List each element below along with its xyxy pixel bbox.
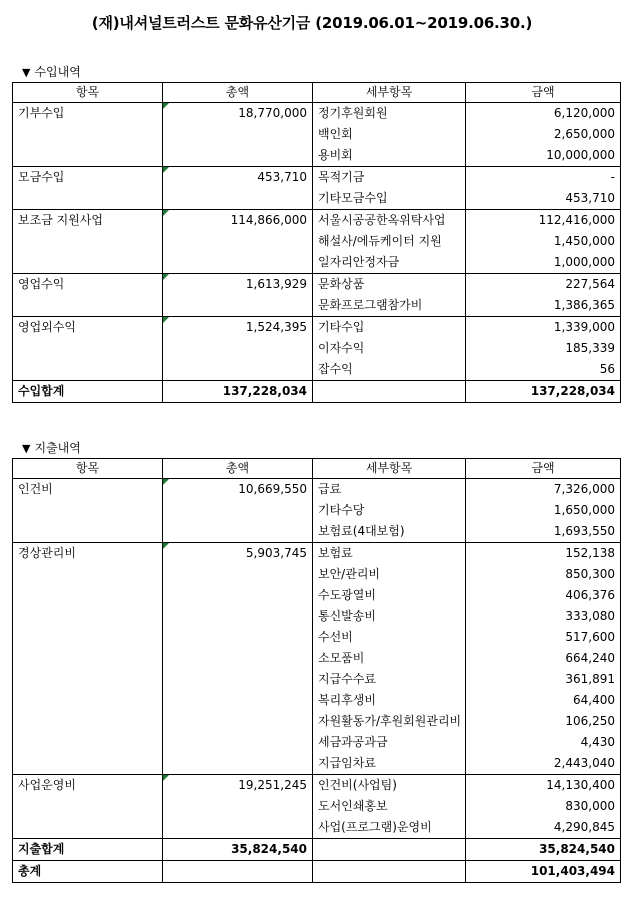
column-header [466,459,621,479]
table-row [13,479,621,501]
category-total-cell [163,775,313,797]
item-name-cell-text: 백인회 [318,127,353,141]
cell-marker-icon [163,103,169,109]
category-cell-text: 사업운영비 [18,778,76,792]
item-amount-cell [466,188,621,210]
item-amount-cell-text: 2,650,000 [553,127,615,141]
category-total-cell [163,103,313,125]
item-name-cell-text: 기타모금수입 [318,191,388,205]
table-row [13,585,621,606]
item-amount-cell-text: 227,564 [565,277,615,291]
grand-total-empty-cell [163,861,313,883]
item-amount-cell-text: 333,080 [565,609,615,623]
income-table [12,82,621,403]
category-cell-text: 경상관리비 [18,546,76,560]
item-amount-cell-text: 1,650,000 [553,503,615,517]
item-amount-cell-text: 830,000 [565,799,615,813]
column-header-text: 총액 [225,85,250,99]
item-name-cell [313,167,466,189]
table-row [13,295,621,317]
category-total-cell [163,711,313,732]
item-amount-cell [466,543,621,565]
category-cell [13,521,163,543]
item-name-cell-text: 보험료 [318,546,353,560]
category-total-cell [163,145,313,167]
table-row [13,124,621,145]
item-amount-cell [466,479,621,501]
item-name-cell-text: 서울시공공한옥위탁사업 [318,213,446,227]
category-cell [13,543,163,565]
item-amount-cell [466,274,621,296]
category-cell [13,564,163,585]
total-amount-cell-text: 35,824,540 [539,842,615,856]
category-cell [13,231,163,252]
item-amount-cell [466,500,621,521]
table-row [13,167,621,189]
table-row [13,521,621,543]
category-cell [13,167,163,189]
table-row [13,753,621,775]
item-amount-cell-text: 517,600 [565,630,615,644]
category-total-cell [163,817,313,839]
item-name-cell-text: 일자리안정자금 [318,255,400,269]
item-amount-cell [466,585,621,606]
item-name-cell [313,627,466,648]
item-amount-cell-text: 106,250 [565,714,615,728]
category-cell [13,796,163,817]
total-sum-cell [163,839,313,861]
category-total-cell [163,479,313,501]
category-total-cell [163,585,313,606]
item-name-cell-text: 세금과공과금 [318,735,388,749]
grand-total-empty-cell [313,861,466,883]
item-amount-cell-text: 664,240 [565,651,615,665]
item-amount-cell [466,338,621,359]
item-name-cell [313,479,466,501]
item-name-cell [313,103,466,125]
category-cell-text: 보조금 지원사업 [18,213,103,227]
category-cell [13,103,163,125]
total-amount-cell-text: 137,228,034 [530,384,615,398]
item-amount-cell-text: 10,000,000 [546,148,615,162]
table-row [13,500,621,521]
column-header-text: 세부항목 [365,85,413,99]
category-total-cell-text: 5,903,745 [245,546,307,560]
category-total-cell-text: 18,770,000 [238,106,307,120]
item-name-cell [313,521,466,543]
item-amount-cell-text: 1,693,550 [553,524,615,538]
item-name-cell [313,669,466,690]
category-total-cell [163,500,313,521]
item-amount-cell-text: 406,376 [565,588,615,602]
total-label-cell-text: 수입합계 [18,384,65,398]
category-cell [13,585,163,606]
category-total-cell [163,210,313,232]
category-total-cell [163,338,313,359]
category-total-cell-text: 19,251,245 [238,778,307,792]
table-row [13,648,621,669]
table-row [13,338,621,359]
item-name-cell-text: 기타수입 [318,320,365,334]
column-header [313,459,466,479]
item-amount-cell [466,145,621,167]
item-name-cell-text: 기타수당 [318,503,365,517]
category-total-cell [163,188,313,210]
item-amount-cell [466,231,621,252]
item-amount-cell-text: 4,290,845 [553,820,615,834]
income-section-title: 수입내역 [34,65,81,79]
item-amount-cell [466,775,621,797]
item-amount-cell [466,252,621,274]
table-row [13,627,621,648]
table-row [13,317,621,339]
category-cell-text: 모금수입 [18,170,65,184]
category-total-cell [163,690,313,711]
expense-table [12,458,621,883]
item-amount-cell-text: 2,443,040 [553,756,615,770]
item-amount-cell-text: 4,430 [580,735,615,749]
table-row [13,231,621,252]
grand-total-amount-cell [466,861,621,883]
category-total-cell-text: 453,710 [257,170,307,184]
item-name-cell-text: 용비회 [318,148,353,162]
column-header-text: 항목 [75,85,100,99]
category-total-cell-text: 1,524,395 [245,320,307,334]
table-row [13,775,621,797]
total-sum-cell [163,381,313,403]
item-amount-cell-text: 112,416,000 [538,213,615,227]
item-amount-cell [466,359,621,381]
category-total-cell [163,274,313,296]
item-name-cell-text: 문화프로그램참가비 [318,298,423,312]
header-row [13,83,621,103]
total-sum-cell-text: 35,824,540 [231,842,307,856]
collapse-triangle-icon[interactable]: ▼ [22,442,31,455]
category-cell [13,274,163,296]
item-amount-cell-text: - [610,170,615,184]
income-section-label [22,63,81,80]
cell-marker-icon [163,775,169,781]
category-total-cell [163,231,313,252]
column-header-text: 금액 [531,461,555,475]
item-name-cell-text: 잡수익 [318,362,353,376]
item-amount-cell [466,606,621,627]
item-name-cell [313,564,466,585]
item-name-cell [313,295,466,317]
category-cell-text: 기부수입 [18,106,65,120]
table-row [13,145,621,167]
grand-total-row [13,861,621,883]
item-name-cell-text: 목적기금 [318,170,365,184]
item-name-cell [313,359,466,381]
item-amount-cell [466,124,621,145]
item-name-cell-text: 지급수수료 [318,672,376,686]
table-row [13,796,621,817]
category-cell [13,775,163,797]
table-row [13,359,621,381]
item-name-cell [313,188,466,210]
item-name-cell [313,753,466,775]
category-cell [13,252,163,274]
total-sum-cell-text: 137,228,034 [222,384,307,398]
item-name-cell [313,648,466,669]
table-row [13,606,621,627]
cell-marker-icon [163,210,169,216]
category-cell-text: 영업수익 [18,277,65,291]
item-name-cell-text: 정기후원회원 [318,106,388,120]
item-amount-cell [466,317,621,339]
column-header [163,459,313,479]
item-name-cell [313,711,466,732]
item-name-cell [313,500,466,521]
category-total-cell [163,627,313,648]
grand-total-label-cell-text: 총계 [18,864,42,878]
item-name-cell [313,317,466,339]
category-cell [13,188,163,210]
item-name-cell-text: 보안/관리비 [318,567,381,581]
expense-section-title: 지출내역 [34,441,81,455]
item-amount-cell-text: 1,386,365 [553,298,615,312]
column-header [13,459,163,479]
category-cell [13,145,163,167]
total-amount-cell [466,381,621,403]
item-amount-cell [466,669,621,690]
category-cell [13,648,163,669]
item-name-cell [313,252,466,274]
total-row [13,381,621,403]
table-row [13,103,621,125]
expense-section-label [22,439,81,456]
column-header [163,83,313,103]
item-amount-cell-text: 152,138 [565,546,615,560]
cell-marker-icon [163,274,169,280]
item-amount-cell-text: 361,891 [565,672,615,686]
table-row [13,274,621,296]
item-amount-cell-text: 1,000,000 [553,255,615,269]
item-name-cell [313,338,466,359]
item-amount-cell [466,690,621,711]
total-label-cell-text: 지출합계 [18,842,65,856]
item-name-cell [313,775,466,797]
category-cell [13,317,163,339]
category-total-cell [163,796,313,817]
item-amount-cell [466,627,621,648]
category-total-cell [163,669,313,690]
item-name-cell [313,817,466,839]
item-amount-cell [466,295,621,317]
item-amount-cell [466,817,621,839]
category-cell [13,479,163,501]
category-total-cell [163,295,313,317]
total-label-cell [13,839,163,861]
table-row [13,690,621,711]
category-total-cell [163,167,313,189]
category-total-cell [163,543,313,565]
item-name-cell [313,690,466,711]
table-row [13,210,621,232]
item-amount-cell [466,732,621,753]
grand-total-label-cell [13,861,163,883]
item-amount-cell [466,103,621,125]
item-name-cell [313,210,466,232]
item-amount-cell-text: 64,400 [573,693,615,707]
category-total-cell [163,317,313,339]
item-name-cell-text: 이자수익 [318,341,365,355]
total-amount-cell [466,839,621,861]
table-row [13,711,621,732]
category-total-cell [163,648,313,669]
category-cell [13,711,163,732]
item-name-cell [313,145,466,167]
item-name-cell [313,606,466,627]
item-amount-cell [466,167,621,189]
category-cell [13,124,163,145]
category-total-cell [163,753,313,775]
total-row [13,839,621,861]
cell-marker-icon [163,543,169,549]
item-amount-cell-text: 14,130,400 [546,778,615,792]
table-row [13,732,621,753]
item-name-cell [313,796,466,817]
item-name-cell-text: 통신발송비 [318,609,376,623]
item-name-cell-text: 인건비(사업팀) [318,778,397,792]
item-name-cell [313,231,466,252]
total-label-cell [13,381,163,403]
item-name-cell-text: 해설사/에듀케이터 지원 [318,234,442,248]
category-cell [13,732,163,753]
column-header-text: 항목 [75,461,100,475]
item-amount-cell [466,210,621,232]
category-cell [13,669,163,690]
total-empty-cell [313,839,466,861]
table-row [13,252,621,274]
item-amount-cell [466,648,621,669]
category-total-cell [163,606,313,627]
item-name-cell [313,543,466,565]
item-name-cell [313,585,466,606]
item-amount-cell [466,711,621,732]
item-name-cell-text: 소모품비 [318,651,365,665]
item-amount-cell [466,753,621,775]
item-name-cell-text: 보험료(4대보험) [318,524,405,538]
category-cell [13,500,163,521]
category-total-cell [163,732,313,753]
item-amount-cell-text: 453,710 [565,191,615,205]
item-amount-cell-text: 185,339 [565,341,615,355]
item-name-cell-text: 자원활동가/후원회원관리비 [318,714,462,728]
table-row [13,188,621,210]
category-cell [13,753,163,775]
column-header-text: 세부항목 [365,461,413,475]
category-total-cell-text: 1,613,929 [245,277,307,291]
column-header [13,83,163,103]
table-row [13,543,621,565]
item-amount-cell [466,564,621,585]
column-header [466,83,621,103]
item-name-cell-text: 지급임차료 [318,756,376,770]
category-total-cell [163,359,313,381]
item-name-cell [313,732,466,753]
table-row [13,817,621,839]
category-total-cell [163,564,313,585]
item-amount-cell-text: 6,120,000 [553,106,615,120]
item-name-cell-text: 사업(프로그램)운영비 [318,820,432,834]
category-total-cell-text: 10,669,550 [238,482,307,496]
grand-total-amount-cell-text: 101,403,494 [530,864,615,878]
category-cell [13,627,163,648]
category-cell [13,338,163,359]
column-header [313,83,466,103]
category-cell [13,817,163,839]
total-empty-cell [313,381,466,403]
category-cell [13,606,163,627]
item-amount-cell [466,521,621,543]
item-name-cell-text: 수도광열비 [318,588,376,602]
item-amount-cell-text: 1,339,000 [553,320,615,334]
item-name-cell [313,124,466,145]
category-cell [13,295,163,317]
column-header-text: 금액 [531,85,555,99]
category-cell [13,210,163,232]
item-amount-cell-text: 1,450,000 [553,234,615,248]
category-total-cell-text: 114,866,000 [230,213,307,227]
category-cell-text: 영업외수익 [18,320,76,334]
table-row [13,669,621,690]
cell-marker-icon [163,479,169,485]
item-name-cell-text: 문화상품 [318,277,365,291]
item-amount-cell-text: 56 [599,362,615,376]
item-name-cell-text: 수선비 [318,630,353,644]
item-name-cell-text: 도서인쇄홍보 [318,799,388,813]
cell-marker-icon [163,317,169,323]
category-cell-text: 인건비 [18,482,53,496]
item-name-cell [313,274,466,296]
category-total-cell [163,521,313,543]
item-name-cell-text: 복리후생비 [318,693,376,707]
category-cell [13,690,163,711]
table-row [13,564,621,585]
collapse-triangle-icon[interactable]: ▼ [22,66,31,79]
cell-marker-icon [163,167,169,173]
header-row [13,459,621,479]
item-name-cell-text: 급료 [318,482,342,496]
item-amount-cell-text: 7,326,000 [553,482,615,496]
category-total-cell [163,252,313,274]
item-amount-cell-text: 850,300 [565,567,615,581]
category-total-cell [163,124,313,145]
column-header-text: 총액 [225,461,250,475]
page-title: (재)내셔널트러스트 문화유산기금 (2019.06.01~2019.06.30.) [91,14,533,32]
category-cell [13,359,163,381]
item-amount-cell [466,796,621,817]
